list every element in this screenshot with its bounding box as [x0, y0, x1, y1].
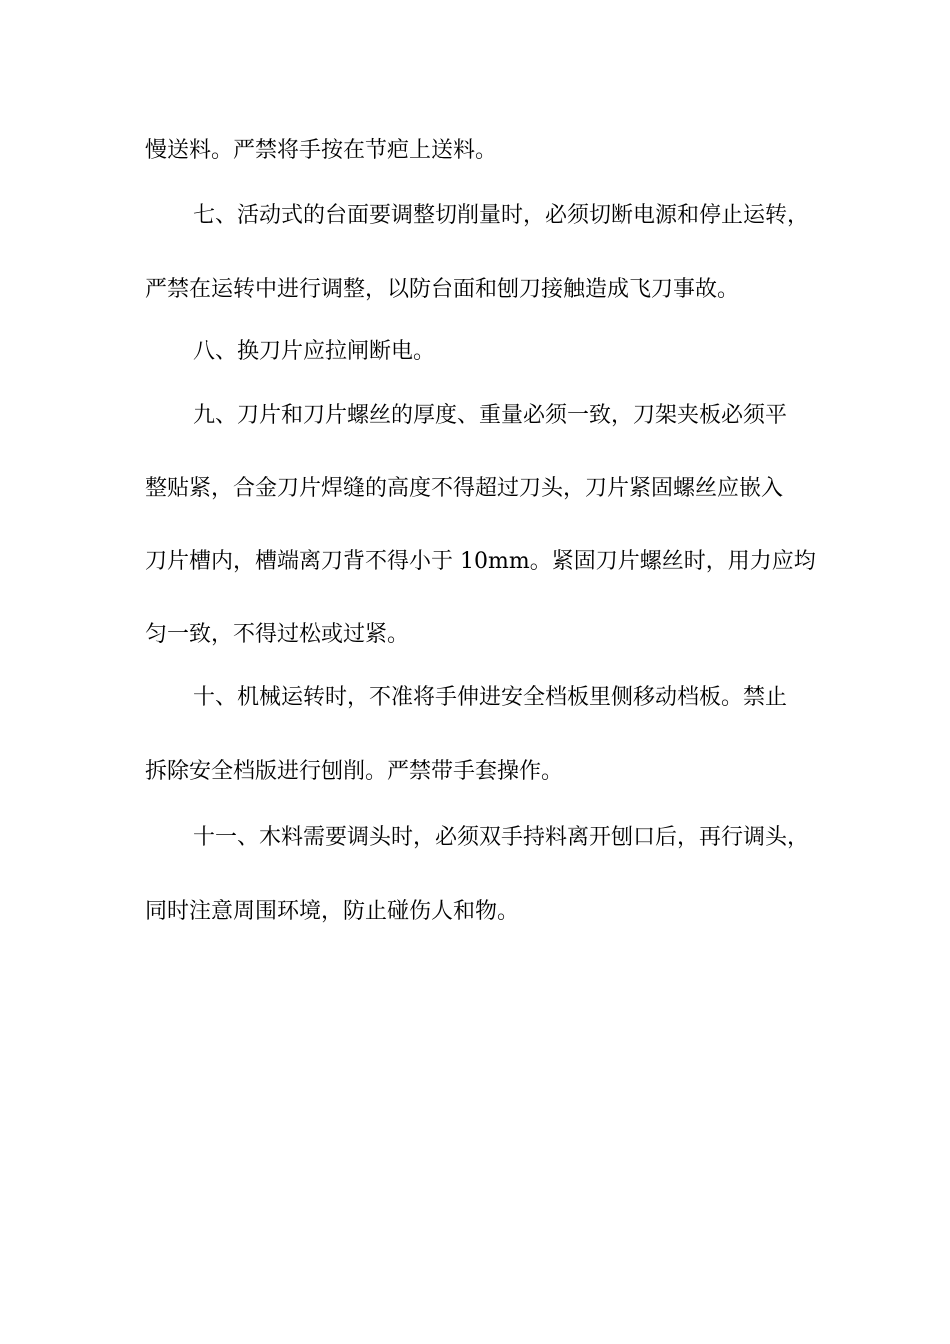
text-line-content: 十、机械运转时，不准将手伸进安全档板里侧移动档板。禁止: [193, 685, 788, 710]
text-line: [0, 196, 950, 236]
text-line-content: 匀一致，不得过松或过紧。: [145, 622, 410, 647]
text-line: [0, 892, 950, 932]
text-line: [0, 818, 950, 858]
text-line-content: 整贴紧，合金刀片焊缝的高度不得超过刀头，刀片紧固螺丝应嵌入: [145, 476, 784, 501]
text-line: [0, 131, 950, 171]
text-line-content: 慢送料。严禁将手按在节疤上送料。: [145, 138, 498, 163]
text-line-content: 刀片槽内，槽端离刀背不得小于 10mm。紧固刀片螺丝时，用力应均: [145, 549, 816, 574]
text-line-content: 九、刀片和刀片螺丝的厚度、重量必须一致，刀架夹板必须平: [193, 403, 788, 428]
text-line-content: 八、换刀片应拉闸断电。: [193, 339, 436, 364]
text-line: [0, 752, 950, 792]
text-line-content: 同时注意周围环境，防止碰伤人和物。: [145, 899, 520, 924]
text-line-content: 拆除安全档版进行刨削。严禁带手套操作。: [145, 759, 564, 784]
text-line: [0, 270, 950, 310]
text-line-content: 严禁在运转中进行调整，以防台面和刨刀接触造成飞刀事故。: [145, 277, 740, 302]
text-line-content: 七、活动式的台面要调整切削量时，必须切断电源和停止运转，: [193, 203, 810, 228]
text-line: [0, 678, 950, 718]
text-line: [0, 469, 950, 509]
text-line: [0, 615, 950, 655]
text-line-content: 十一、木料需要调头时，必须双手持料离开刨口后，再行调头，: [193, 825, 810, 850]
text-line: [0, 332, 950, 372]
text-line: [0, 542, 950, 582]
text-line: [0, 396, 950, 436]
